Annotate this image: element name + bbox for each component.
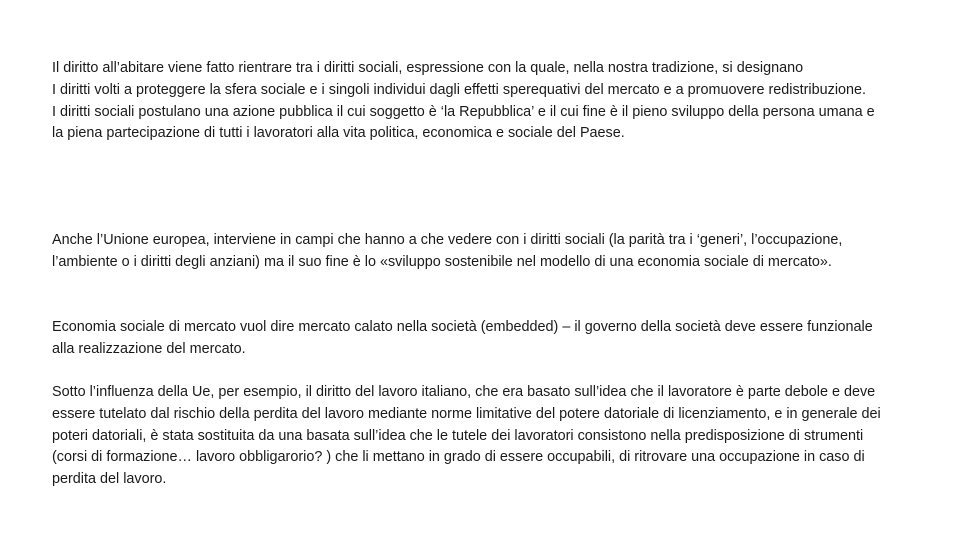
intro-block — [52, 58, 882, 145]
intro-line-social-rights-purpose: I diritti volti a proteggere la sfera sociale e i singoli individui dagli effetti sperequativi del mercato e a promuovere redistribuzione. — [52, 81, 867, 98]
eu-paragraph: Anche l’Unione europea, interviene in campi che hanno a che vedere con i diritti sociali (la parità tra i ‘generi’, l’occupazione, l’ambiente o i diritti degli anziani) ma il suo fine è lo «sviluppo sostenibile nel modello di una economia sociale di mercato». — [52, 232, 843, 270]
eu-block — [52, 230, 882, 274]
market-block — [52, 317, 882, 361]
intro-line-right-to-housing: Il diritto all’abitare viene fatto rientrare tra i diritti sociali, espressione con la quale, nella nostra tradizione, si designano — [52, 60, 804, 76]
intro-line-public-action: I diritti sociali postulano una azione pubblica il cui soggetto è ‘la Repubblica’ e il cui fine è il pieno sviluppo della persona umana e la piena partecipazione di tutti i lavoratori alla vita politica, economica e sociale del Paese. — [52, 103, 875, 142]
market-paragraph: Economia sociale di mercato vuol dire mercato calato nella società (embedded) – il governo della società deve essere funzionale alla realizzazione del mercato. — [52, 319, 873, 357]
labour-block — [52, 382, 882, 491]
labour-paragraph: Sotto l’influenza della Ue, per esempio, il diritto del lavoro italiano, che era basato sull’idea che il lavoratore è parte debole e deve essere tutelato dal rischio della perdita del lavoro mediante norme limitative del potere datoriale di licenziamento, e in generale dei poteri datoriali, è stata sostituita da una basata sull’idea che le tutele dei lavoratori consistono nella predisposizione di strumenti (corsi di formazione… lavoro obbligarorio? ) che li mettano in grado di essere occupabili, di ritrovare una occupazione in caso di perdita del lavoro. — [52, 384, 881, 488]
